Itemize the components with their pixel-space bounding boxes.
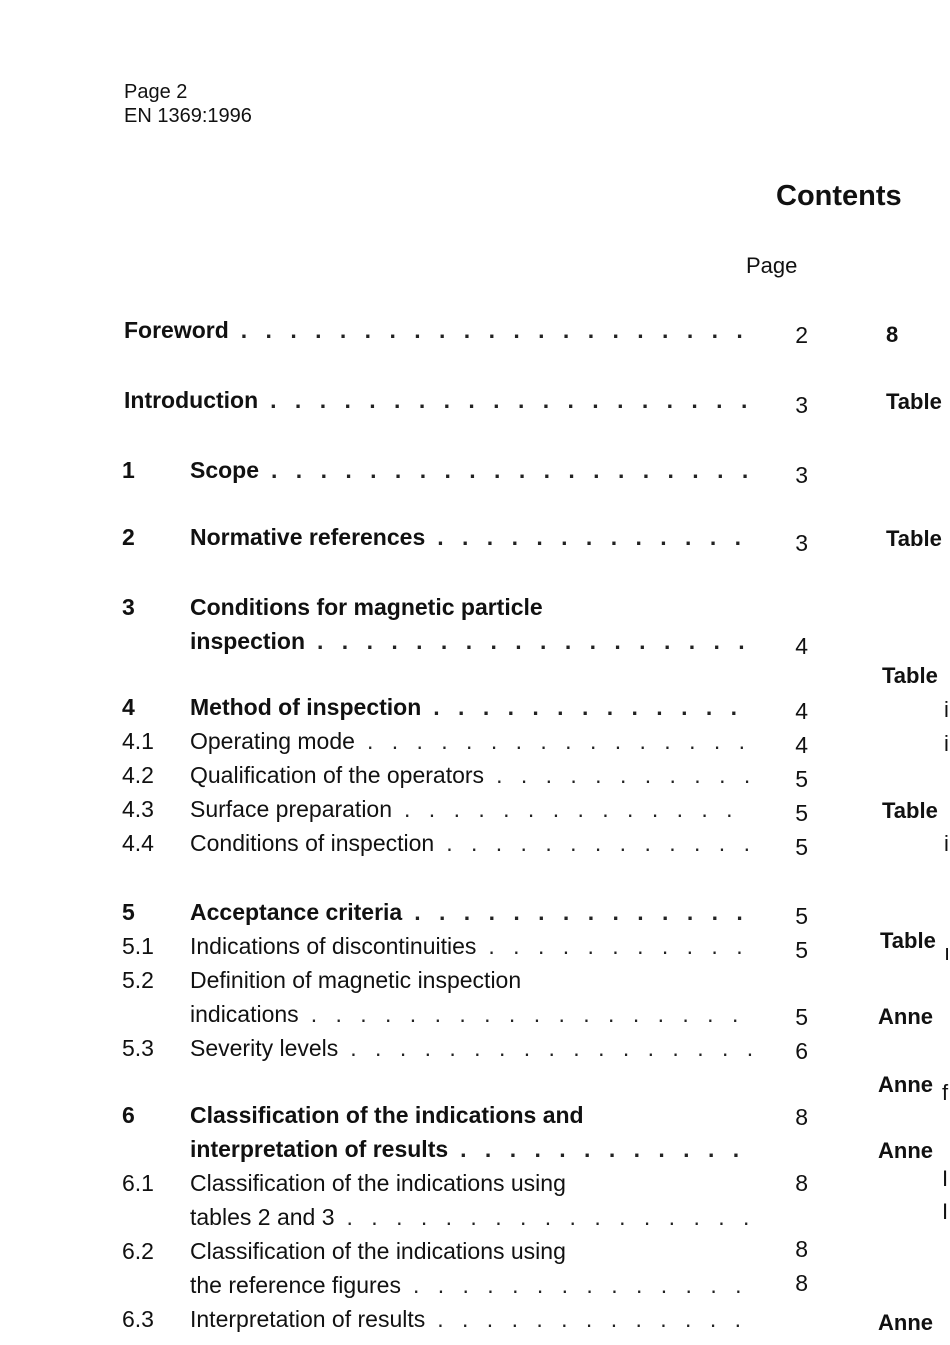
toc-entry-title: interpretation of results	[190, 1136, 449, 1162]
toc-entry-page: 6	[795, 1038, 808, 1064]
toc-entry-title: inspection	[190, 628, 306, 654]
right-column-fragment: i	[944, 831, 949, 856]
toc-entry-title: Classification of the indications using	[190, 1170, 566, 1196]
toc-entry	[0, 590, 950, 624]
right-column-fragment: I	[942, 1166, 949, 1191]
toc-entry-number: 6.3	[122, 1306, 154, 1332]
toc-entry-page: 4	[795, 732, 808, 758]
toc-entry-title: Method of inspection	[190, 694, 422, 720]
toc-leader-dots	[433, 690, 752, 724]
toc-entry-number: 4.3	[122, 796, 154, 822]
toc-entry-title: Classification of the indications using	[190, 1238, 566, 1264]
toc-leader-dots	[241, 313, 752, 347]
toc-entry-number: 4.2	[122, 762, 154, 788]
toc-entry	[0, 1132, 950, 1166]
toc-entry-number: 5.3	[122, 1035, 154, 1061]
toc-entry-page: 5	[795, 903, 808, 929]
toc-entry	[0, 1302, 950, 1336]
toc-entry-title: Introduction	[124, 387, 259, 413]
toc-entry-title: Definition of magnetic inspection	[190, 967, 522, 993]
toc-entry-number: 6.1	[122, 1170, 154, 1196]
toc-entry-title: Acceptance criteria	[190, 899, 403, 925]
toc-entry-title: Foreword	[124, 317, 229, 343]
toc-entry-number: 5	[122, 899, 135, 925]
page-title: Contents	[776, 180, 902, 212]
toc-leader-dots	[270, 383, 752, 417]
toc-entry-page: 4	[795, 633, 808, 659]
toc-entry-page: 8	[795, 1236, 808, 1262]
toc-leader-dots	[488, 929, 752, 963]
toc-leader-dots	[350, 1031, 752, 1065]
toc-entry-title: Severity levels	[190, 1035, 339, 1061]
toc-leader-dots	[460, 1132, 752, 1166]
toc-entry-page: 8	[795, 1170, 808, 1196]
toc-leader-dots	[437, 1302, 752, 1336]
toc-entry-number: 3	[122, 594, 135, 620]
toc-entry-page: 5	[795, 800, 808, 826]
toc-entry-number: 6	[122, 1102, 135, 1128]
page-number: Page 2	[124, 81, 188, 103]
page-column-label: Page	[746, 253, 798, 278]
right-column-fragment: f	[942, 1080, 949, 1105]
toc-entry-title: Conditions for magnetic particle	[190, 594, 543, 620]
toc-entry-title: the reference figures	[190, 1272, 401, 1298]
toc-entry	[0, 963, 950, 997]
toc-leader-dots	[367, 724, 752, 758]
right-column-entry: Table	[886, 526, 942, 551]
toc-entry-title: Scope	[190, 457, 260, 483]
toc-entry-page: 5	[795, 1004, 808, 1030]
toc-entry-title: Indications of discontinuities	[190, 933, 477, 959]
right-column-entry: Table	[886, 389, 942, 414]
toc-leader-dots	[496, 758, 752, 792]
toc-entry-title: Normative references	[190, 524, 426, 550]
right-column-fragment: I	[942, 1199, 949, 1224]
toc-entry-page: 3	[795, 530, 808, 556]
toc-entry-page: 2	[795, 322, 808, 348]
toc-entry-title: Qualification of the operators	[190, 762, 485, 788]
right-column-entry: Table	[882, 663, 938, 688]
right-column-fragment: i	[944, 731, 949, 756]
toc-leader-dots	[311, 997, 752, 1031]
right-column-entry: Anne	[878, 1138, 933, 1163]
toc-entry-page: 5	[795, 766, 808, 792]
toc-entry-title: Interpretation of results	[190, 1306, 426, 1332]
right-column-entry: Anne	[878, 1310, 933, 1335]
toc-leader-dots	[404, 792, 752, 826]
right-column-entry: Table	[882, 798, 938, 823]
toc-entry-title: tables 2 and 3	[190, 1204, 335, 1230]
toc-entry-page: 3	[795, 462, 808, 488]
toc-entry-number: 6.2	[122, 1238, 154, 1264]
toc-entry-number: 4	[122, 694, 135, 720]
toc-entry-title: Operating mode	[190, 728, 355, 754]
toc-leader-dots	[271, 453, 752, 487]
toc-entry-title: Classification of the indications and	[190, 1102, 584, 1128]
right-column-entry: 8	[886, 322, 899, 347]
toc-entry-number: 5.1	[122, 933, 154, 959]
toc-entry-page: 4	[795, 698, 808, 724]
toc-entry-title: indications	[190, 1001, 299, 1027]
toc-entry-page: 8	[795, 1104, 808, 1130]
toc-entry	[0, 1200, 950, 1234]
right-column-entry: Anne	[878, 1072, 933, 1097]
toc-entry-page: 5	[795, 834, 808, 860]
toc-leader-dots	[317, 624, 752, 658]
right-column-entry: Table	[880, 928, 936, 953]
toc-entry-number: 4.4	[122, 830, 154, 856]
toc-leader-dots	[413, 1268, 752, 1302]
toc-leader-dots	[414, 895, 752, 929]
toc-entry-title: Surface preparation	[190, 796, 393, 822]
toc-entry-page: 3	[795, 392, 808, 418]
right-column-entry: Anne	[878, 1004, 933, 1029]
toc-entry-number: 2	[122, 524, 135, 550]
toc-leader-dots	[347, 1200, 752, 1234]
standard-number: EN 1369:1996	[124, 105, 252, 127]
toc-entry-number: 4.1	[122, 728, 154, 754]
toc-leader-dots	[446, 826, 752, 860]
toc-entry-page: 8	[795, 1270, 808, 1296]
toc-leader-dots	[437, 520, 752, 554]
right-column-fragment: i	[944, 697, 949, 722]
toc-entry-number: 5.2	[122, 967, 154, 993]
toc-entry-number: 1	[122, 457, 135, 483]
toc-entry-page: 5	[795, 937, 808, 963]
toc-entry-title: Conditions of inspection	[190, 830, 435, 856]
right-column-fragment: ı	[944, 940, 950, 965]
